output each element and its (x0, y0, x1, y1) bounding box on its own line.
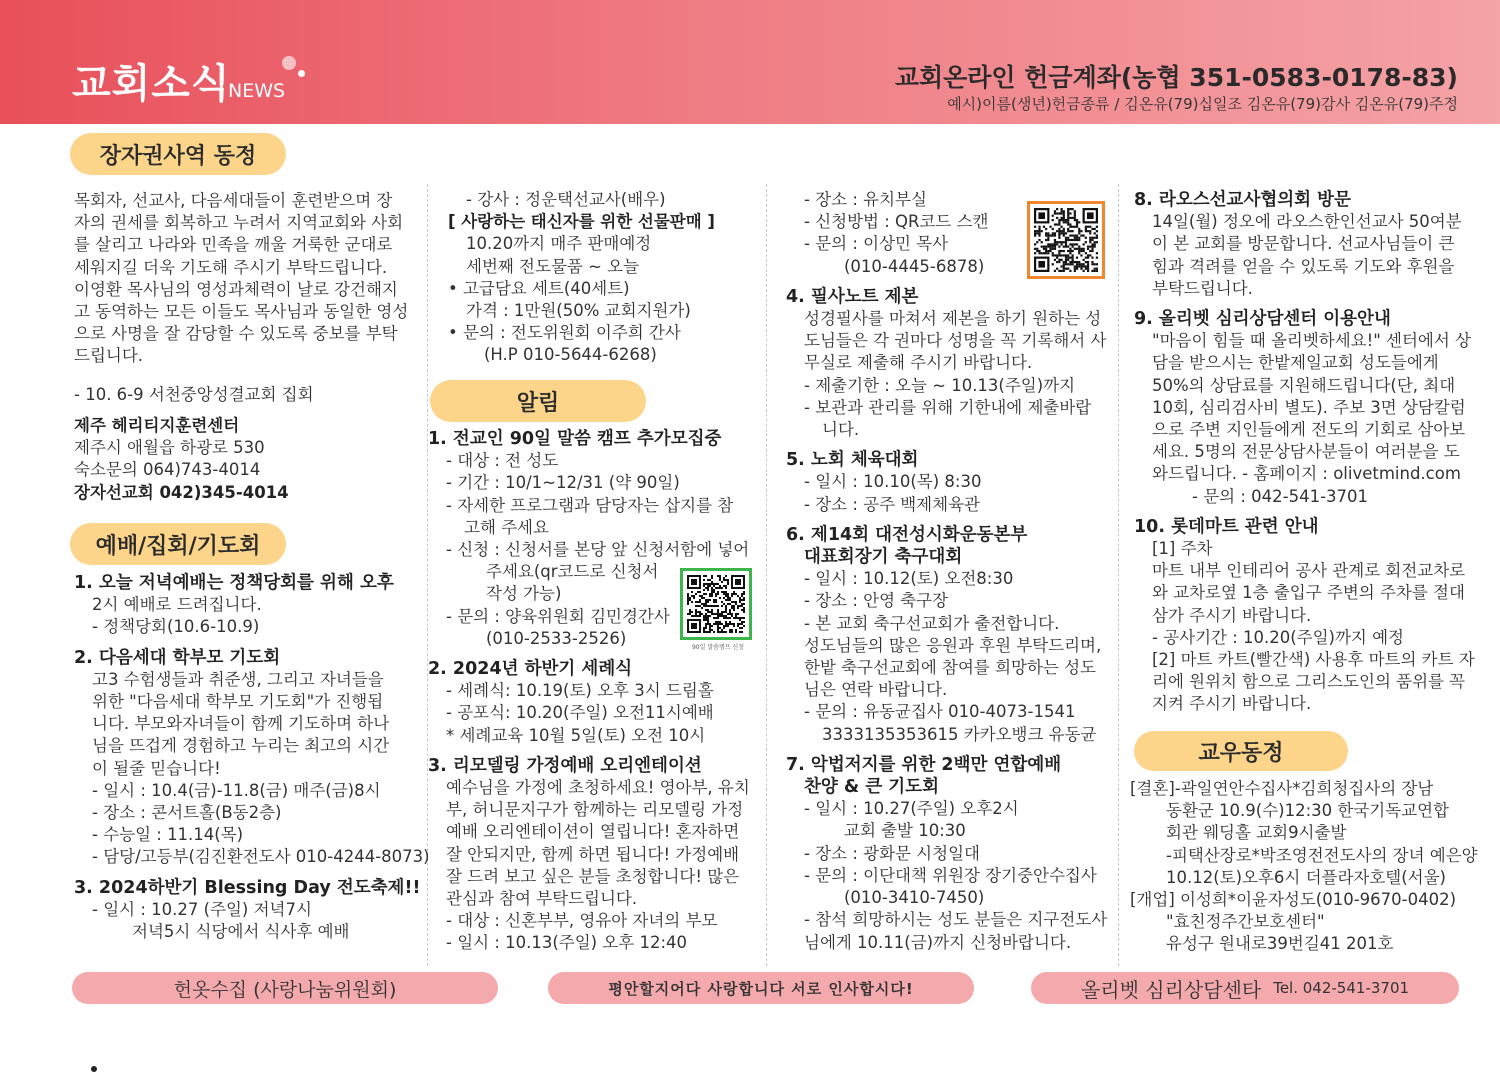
notice-line: - 세례식: 10.19(토) 오후 3시 드림홀 (446, 681, 714, 701)
members-news (1130, 778, 1478, 956)
section-pill-worship: 예배/집회/기도회 (70, 523, 286, 565)
qr-caption: 90일 말씀캠프 신청 (691, 644, 745, 651)
jangja-text-line: 이영환 목사님의 영성과체력이 날로 강건해지 (74, 279, 398, 299)
notice-list (428, 428, 750, 955)
notice-line: 6. 제14회 대전성시화운동본부 (786, 524, 1028, 545)
notice-line: - 자세한 프로그램과 담당자는 삽지를 참 (446, 495, 734, 515)
notice-line: - 신청방법 : QR코드 스캔 (804, 212, 989, 232)
footer-left-text: 헌옷수집 (사랑나눔위원회) (173, 978, 397, 1001)
notice-line: - 일시 : 10.27(주일) 오후2시 (804, 799, 1019, 819)
notice-line: 5. 노회 체육대회 (786, 450, 919, 471)
gift-sale-line: [ 사랑하는 태신자를 위한 선물판매 ] (448, 212, 715, 232)
worship-line: 고3 수험생들과 취준생, 그리고 자녀들을 (92, 669, 384, 689)
notice-line: 고해 주세요 (464, 517, 549, 537)
spacer (74, 639, 430, 647)
notice-line: 4. 필사노트 제본 (786, 286, 919, 307)
notice-line: 작성 가능) (486, 584, 562, 604)
worship-line: 2시 예배로 드려집니다. (92, 595, 262, 615)
notice-line: "마음이 힘들 때 올리벳하세요!" 센터에서 상 (1152, 331, 1471, 351)
column-3-list (786, 189, 1107, 954)
spacer (428, 747, 750, 755)
offering-account: 교회온라인 헌금계좌(농협 351-0583-0178-83) (894, 63, 1458, 92)
worship-line: - 정책당회(10.6-10.9) (92, 617, 260, 637)
notice-line: - 문의 : 이단대책 위원장 장기중안수집사 (804, 865, 1097, 885)
notice-line: 50%의 상담료를 지원해드립니다(단, 최대 (1152, 375, 1456, 395)
notice-line: 교회 출발 10:30 (844, 821, 966, 841)
spacer (74, 869, 430, 877)
notice-line: - 문의 : 이상민 목사 (804, 234, 949, 254)
jangja-text-line: 으로 사명을 잘 감당할 수 있도록 중보를 부탁 (74, 324, 398, 344)
jangja-text-line: 를 살리고 나라와 민족을 깨울 거룩한 군대로 (74, 235, 393, 255)
notice-line: 힘과 격려를 얻을 수 있도록 기도와 후원을 (1152, 256, 1455, 276)
notice-line: 지켜 주시기 바랍니다. (1152, 694, 1312, 714)
offering-example: 예시)이름(생년)헌금종류 / 김온유(79)십일조 김온유(79)감사 김온유(79)주정 (947, 95, 1458, 113)
worship-line: - 담당/고등부(김진환전도사 010-4244-8073) (92, 847, 430, 867)
spacer (786, 746, 1107, 754)
footer-greeting (548, 972, 974, 1004)
notice-line: 리에 원위치 함으로 그리스도인의 품위를 꼭 (1152, 672, 1466, 692)
notice-line: 님은 연락 바랍니다. (804, 680, 948, 700)
notice-line: 주세요(qr코드로 신청서 (486, 562, 659, 582)
notice-line: - 공포식: 10.20(주일) 오전11시예배 (446, 703, 714, 723)
worship-line: 저녁5시 식당에서 식사후 예배 (132, 922, 350, 942)
notice-line: - 문의 : 042-541-3701 (1192, 486, 1369, 506)
worship-line: - 일시 : 10.27 (주일) 저녁7시 (92, 899, 312, 919)
notice-line: (010-3410-7450) (844, 888, 985, 908)
worship-line: 님을 뜨겁게 경험하고 누리는 최고의 시간 (92, 736, 390, 756)
notice-line: 무실로 제출해 주시기 바랍니다. (804, 353, 1033, 373)
section-pill-notice: 알림 (430, 380, 646, 422)
notice-line: 8. 라오스선교사협의회 방문 (1134, 190, 1351, 210)
notice-line: 으로 주변 지인들에게 전도의 기회로 삼아보 (1152, 420, 1466, 440)
news-label: NEWS (228, 80, 286, 102)
notice-line: 14일(월) 정오에 라오스한인선교사 50여분 (1152, 212, 1462, 232)
gift-sale-line: - 강사 : 정운택선교사(배우) (466, 190, 666, 209)
qr-code-icon (687, 575, 745, 633)
notice-line: 니다. (822, 420, 860, 440)
footer-counseling-center (1031, 972, 1459, 1004)
notice-line: 성경필사를 마쳐서 제본을 하기 원하는 성 (804, 309, 1102, 329)
worship-line: 1. 오늘 저녁예배는 정책당회를 위해 오후 (74, 573, 394, 593)
notice-line: 부탁드립니다. (1152, 278, 1253, 298)
spacer (786, 278, 1107, 286)
notice-line: - 본 교회 축구선교회가 출전합니다. (804, 613, 1060, 633)
camp-qr-code[interactable] (680, 568, 752, 640)
notice-line: - 보관과 관리를 위해 기한내에 제출바랍 (804, 397, 1092, 417)
page-title: 교회소식 (72, 61, 231, 107)
footer-right-tel: Tel. 042-541-3701 (1273, 979, 1410, 997)
worship-line: 이 될줄 믿습니다! (92, 758, 221, 778)
notice-line: - 신청 : 신청서를 본당 앞 신청서함에 넣어 (446, 540, 750, 560)
gift-sale-line: (H.P 010-5644-6268) (484, 345, 657, 365)
section-pill-members: 교우동정 (1134, 731, 1348, 771)
notice-line: 10. 롯데마트 관련 안내 (1134, 516, 1319, 537)
notice-line: 삼가 주시기 바랍니다. (1152, 605, 1312, 625)
notice-line: 잘 드려 보고 싶은 분들 초청합니다! 많은 (446, 866, 740, 886)
footer-center-text: 평안할지어다 사랑합니다 서로 인사합시다! (608, 979, 914, 998)
column-divider (1118, 184, 1119, 966)
notice-line: 부, 허니문지구가 함께하는 리모델링 가정 (446, 800, 744, 820)
member-news-line: [개업] 이성희*이윤자성도(010-9670-0402) (1130, 890, 1457, 910)
jangja-event-block (74, 384, 314, 406)
worship-line: - 수능일 : 11.14(목) (92, 825, 244, 845)
notice-line: * 세례교육 10월 5일(토) 오전 10시 (446, 725, 706, 745)
notice-line: - 장소 : 안영 축구장 (804, 591, 949, 611)
column-divider (766, 184, 767, 966)
spacer (1134, 300, 1475, 308)
footer-right-text: 올리벳 심리상담센타 (1080, 977, 1262, 1002)
training-center-block (74, 415, 289, 504)
member-news-line: 10.12(토)오후6시 더플라자호텔(서울) (1166, 867, 1446, 887)
worship-list (74, 572, 430, 943)
center-address: 제주시 애월읍 하광로 530 (74, 438, 265, 458)
worship-line: 3. 2024하반기 Blessing Day 전도축제!! (74, 877, 421, 898)
column-2-top (448, 189, 715, 367)
notice-line: 2. 2024년 하반기 세례식 (428, 659, 633, 680)
gift-sale-line: • 문의 : 전도위원회 이주희 간사 (448, 323, 681, 343)
jangja-text-line: 고 동역하는 모든 이들도 목사님과 동일한 영성 (74, 302, 409, 322)
member-news-line: 동환군 10.9(수)12:30 한국기독교연합 (1166, 801, 1449, 821)
notice-line: 대표회장기 축구대회 (804, 547, 963, 568)
jangja-text-line: 목회자, 선교사, 다음세대들이 훈련받으며 장 (74, 191, 393, 210)
jangja-text-line: 세워지길 더욱 기도해 주시기 부탁드립니다. (74, 257, 388, 277)
notice-line: 성도님들의 많은 응원과 후원 부탁드리며, (804, 635, 1102, 655)
notice-line: 10회, 심리검사비 별도). 주보 3면 상담칼럼 (1152, 397, 1466, 417)
jangja-text (74, 190, 408, 368)
qr-code-icon (1034, 208, 1098, 272)
notice-line: 3. 리모델링 가정예배 오리엔테이션 (428, 755, 702, 776)
church-phone: 장자선교회 042)345-4014 (74, 482, 289, 502)
notice-line: 7. 악법저지를 위한 2백만 연합예배 (786, 754, 1062, 775)
notice-line: 님에게 10.11(금)까지 신청바랍니다. (804, 932, 1072, 952)
spacer (786, 441, 1107, 449)
gift-sale-line: 가격 : 1만원(50% 교회지원가) (466, 301, 691, 321)
notice-line: - 제출기한 : 오늘 ~ 10.13(주일)까지 (804, 375, 1076, 395)
notice-line: 예수님을 가정에 초청하세요! 영아부, 유치 (446, 778, 750, 798)
notice-line: (010-4445-6878) (844, 256, 985, 276)
center-phone: 숙소문의 064)743-4014 (74, 460, 261, 480)
notice-line: - 일시 : 10.12(토) 오전8:30 (804, 569, 1014, 589)
notice-line: 담을 받으시는 한밭제일교회 성도들에게 (1152, 353, 1439, 373)
worship-line: 위한 "다음세대 학부모 기도회"가 진행됩 (92, 692, 384, 712)
notice-line: - 일시 : 10.10(목) 8:30 (804, 472, 982, 492)
gift-sale-line: 세번째 전도물품 ~ 오늘 (466, 256, 640, 276)
member-news-line: "효친정주간보호센터" (1166, 912, 1325, 932)
notice-line: 와드립니다. - 홈페이지 : olivetmind.com (1152, 464, 1461, 484)
notice-line: 마트 내부 인테리어 공사 관계로 회전교차로 (1152, 561, 1466, 581)
notice-line: - 문의 : 양육위원회 김민경간사 (446, 606, 670, 626)
notice-line: - 대상 : 전 성도 (446, 451, 559, 471)
center-name: 제주 헤리티지훈련센터 (74, 416, 240, 435)
footer-clothes-collection (72, 972, 498, 1004)
jangja-text-line: 자의 권세를 회복하고 누려서 지역교회와 사회 (74, 213, 404, 233)
notice-line: 한밭 축구선교회에 참여를 희망하는 성도 (804, 658, 1096, 678)
page-header (0, 0, 1500, 124)
notice-line: [1] 주차 (1152, 539, 1213, 559)
notice-line: 도님들은 각 권마다 성명을 꼭 기록해서 사 (804, 331, 1107, 351)
notice-line: - 기간 : 10/1~12/31 (약 90일) (446, 473, 680, 493)
notice-line: - 참석 희망하시는 성도 분들은 지구전도사 (804, 910, 1108, 930)
member-news-line: 회관 웨딩홀 교회9시출발 (1166, 823, 1347, 843)
decor-dot-icon (282, 56, 296, 70)
decor-dot-small-icon (298, 70, 305, 77)
notice-line: [2] 마트 카트(빨간색) 사용후 마트의 카트 자 (1152, 650, 1475, 670)
member-news-line: -피택산장로*박조영전전도사의 장녀 예은양 (1166, 845, 1478, 865)
notice-line: - 대상 : 신혼부부, 영유아 자녀의 부모 (446, 911, 718, 931)
notice-line: 세요. 5명의 전문상담사분들이 여러분을 도 (1152, 442, 1460, 462)
notice-line: - 장소 : 유치부실 (804, 190, 927, 209)
worship-line: 2. 다음세대 학부모 기도회 (74, 647, 281, 668)
page-dot (91, 1066, 97, 1072)
gift-sale-line: • 고급담요 세트(40세트) (448, 278, 630, 298)
spacer (786, 516, 1107, 524)
notice-line: 와 교차로옆 1층 출입구 주변의 주차를 절대 (1152, 583, 1465, 603)
column-4-list (1134, 189, 1475, 716)
notice-line: 찬양 & 큰 기도회 (804, 777, 939, 798)
jangja-event: - 10. 6-9 서천중앙성결교회 집회 (74, 385, 314, 404)
spacer (1134, 508, 1475, 516)
jangja-text-line: 드립니다. (74, 346, 144, 366)
notice-line: 3333135353615 카카오뱅크 유동균 (822, 724, 1097, 744)
notice-line: 예배 오리엔테이션이 열립니다! 혼자하면 (446, 822, 740, 842)
notice-line: 관심과 참여 부탁드립니다. (446, 889, 638, 909)
notice-line: 이 본 교회를 방문합니다. 선교사님들이 큰 (1152, 234, 1455, 254)
notice-line: 1. 전교인 90일 말씀 캠프 추가모집중 (428, 429, 722, 449)
notice-line: - 문의 : 유동균집사 010-4073-1541 (804, 702, 1076, 722)
member-news-line: [결혼]-곽일연안수집사*김희청집사의 장남 (1130, 779, 1434, 798)
section-pill-jangja: 장자권사역 동정 (70, 133, 286, 175)
worship-line: - 일시 : 10.4(금)-11.8(금) 매주(금)8시 (92, 780, 381, 800)
notice-line: - 일시 : 10.13(주일) 오후 12:40 (446, 933, 688, 953)
notice-line: - 장소 : 공주 백제체육관 (804, 494, 980, 514)
worship-line: - 장소 : 콘서트홀(B동2층) (92, 803, 282, 823)
gift-sale-line: 10.20까지 매주 판매예정 (466, 234, 652, 254)
notice-line: - 장소 : 광화문 시청일대 (804, 843, 980, 863)
notice-line: (010-2533-2526) (486, 628, 627, 648)
notice-line: 9. 올리벳 심리상담센터 이용안내 (1134, 309, 1391, 330)
worship-line: 니다. 부모와자녀들이 함께 기도하며 하나 (92, 714, 390, 734)
member-news-line: 유성구 원내로39번길41 201호 (1166, 934, 1394, 954)
kids-qr-code[interactable] (1027, 201, 1105, 279)
notice-line: - 공사기간 : 10.20(주일)까지 예정 (1152, 627, 1404, 647)
column-1-intro (74, 190, 408, 368)
spacer (428, 650, 750, 658)
notice-line: 잘 안되지만, 함께 하면 됩니다! 가정예배 (446, 844, 740, 864)
